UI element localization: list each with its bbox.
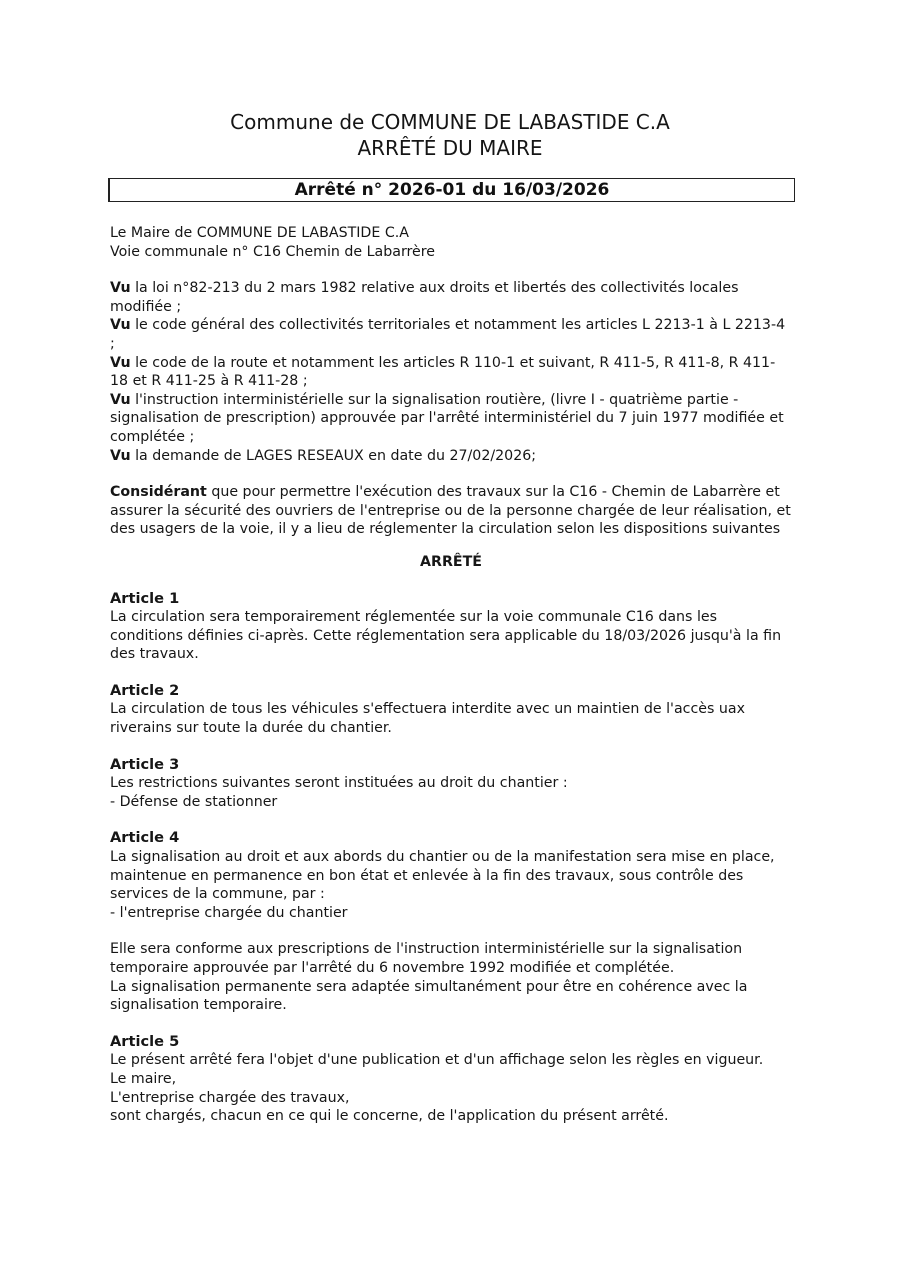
considerant: Considérant que pour permettre l'exécution des travaux sur la C16 - Chemin de Labarrère et assurer la sécurité des ouvriers de l'entreprise ou de la personne chargée de leur réalisation, et des usagers de la voie, il y a lieu de réglementer la circulation selon les dispositions suivantes [110,484,791,538]
commune-title: Commune de COMMUNE DE LABASTIDE C.A [230,110,670,134]
article-5-text: Le présent arrêté fera l'objet d'une publication et d'un affichage selon les règles en vigueur. [110,1052,764,1069]
article-4-title: Article 4 [110,829,180,847]
document-type-title: ARRÊTÉ DU MAIRE [357,136,543,160]
article-1-title: Article 1 [110,589,180,607]
visa-1: Vu la loi n°82-213 du 2 mars 1982 relative aux droits et libertés des collectivités locales modifiée ; [110,280,739,315]
visa-3: Vu le code de la route et notamment les articles R 110-1 et suivant, R 411-5, R 411-8, R 411-18 et R 411-25 à R 411-28 ; [110,354,776,390]
article-4-para2: Elle sera conforme aux prescriptions de l'instruction interministérielle sur la signalisation temporaire approuvée par l'arrêté du 6 novembre 1992 modifiée et complétée. [110,941,743,976]
article-3-title: Article 3 [110,755,180,773]
visa-4: Vu l'instruction interministérielle sur la signalisation routière, (livre I - quatrième partie - signalisation de prescription) approuvée par l'arrêté interministériel du 7 juin 1977 modifiée et complétée ; [110,391,784,445]
visa-5: Vu la demande de LAGES RESEAUX en date du 27/02/2026; [110,447,537,464]
article-4-text: La signalisation au droit et aux abords du chantier ou de la manifestation sera mise en place, maintenue en permanence en bon état et enlevée à la fin des travaux, sous contrôle des services de la commune, par : [110,849,775,903]
article-5-mayor: Le maire, [110,1070,177,1087]
article-3-text: Les restrictions suivantes seront instituées au droit du chantier : [110,775,568,792]
article-3-item: - Défense de stationner [110,793,278,810]
arrete-number-box: Arrêté n° 2026-01 du 16/03/2026 [108,178,795,202]
arrete-heading: ARRÊTÉ [420,553,482,570]
article-5-title: Article 5 [110,1032,180,1050]
visa-2: Vu le code général des collectivités territoriales et notamment les articles L 2213-1 à L 2213-4 ; [110,317,786,352]
article-4-para3: La signalisation permanente sera adaptée simultanément pour être en cohérence avec la signalisation temporaire. [110,978,748,1014]
intro-mayor: Le Maire de COMMUNE DE LABASTIDE C.A [110,225,409,241]
article-2-text: La circulation de tous les véhicules s'effectuera interdite avec un maintien de l'accès uax riverains sur toute la durée du chantier. [110,701,745,737]
article-4-item: - l'entreprise chargée du chantier [110,904,348,921]
document-body [110,224,792,1126]
intro-road: Voie communale n° C16 Chemin de Labarrère [110,243,436,260]
article-2-title: Article 2 [110,681,180,699]
article-5-company: L'entreprise chargée des travaux, [110,1089,350,1106]
article-5-closing: sont chargés, chacun en ce qui le concerne, de l'application du présent arrêté. [110,1108,669,1125]
article-1-text: La circulation sera temporairement réglementée sur la voie communale C16 dans les conditions définies ci-après. Cette réglementation sera applicable du 18/03/2026 jusqu'à la fin des travaux. [110,609,782,663]
document-header [0,109,900,161]
